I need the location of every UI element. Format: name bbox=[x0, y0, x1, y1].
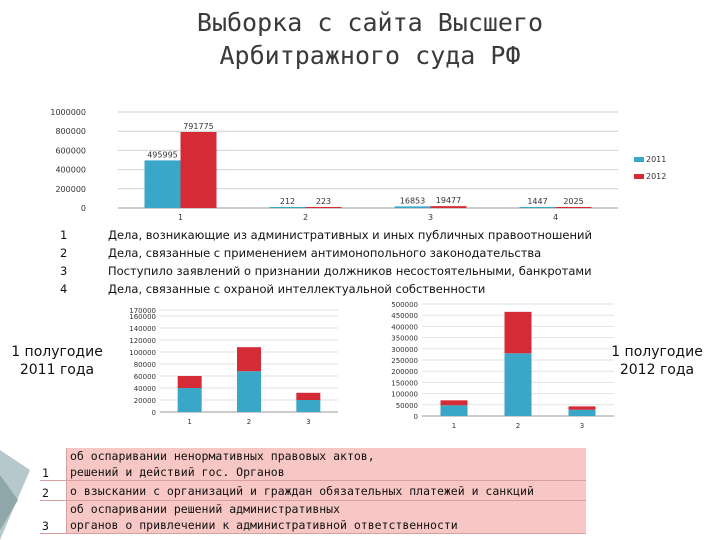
bar-red-cat-1 bbox=[441, 400, 468, 405]
x-tick-label: 1 bbox=[187, 418, 192, 426]
y-tick-label: 400000 bbox=[391, 323, 418, 332]
y-tick-label: 20000 bbox=[133, 397, 156, 405]
data-label: 19477 bbox=[435, 196, 462, 206]
half-2012-line-2: 2012 года bbox=[619, 362, 695, 378]
bar-2012-cat-2 bbox=[306, 207, 342, 208]
row-number: 1 bbox=[40, 448, 66, 480]
y-tick-label: 0 bbox=[80, 204, 86, 213]
legend-label: 2011 bbox=[646, 155, 667, 164]
category-legend bbox=[60, 226, 592, 298]
y-tick-label: 100000 bbox=[391, 390, 418, 399]
legend-swatch bbox=[634, 157, 644, 162]
y-tick-label: 150000 bbox=[391, 379, 418, 388]
category-num: 2 bbox=[60, 246, 68, 260]
bar-2011-cat-4 bbox=[520, 207, 556, 208]
category-text: Поступило заявлений о признании должников несостоятельными, банкротами bbox=[108, 264, 592, 278]
row-number: 3 bbox=[40, 501, 66, 533]
bar-blue-cat-1 bbox=[178, 388, 202, 412]
x-tick-label: 1 bbox=[451, 422, 457, 430]
y-tick-label: 350000 bbox=[391, 334, 418, 343]
data-label: 212 bbox=[279, 197, 296, 206]
data-label: 2025 bbox=[563, 197, 584, 206]
bar-2011-cat-1 bbox=[145, 160, 181, 208]
category-num: 4 bbox=[60, 282, 68, 296]
row-text: о взыскании с организаций и граждан обязательных платежей и санкций bbox=[70, 484, 534, 498]
y-tick-label: 200000 bbox=[55, 184, 86, 194]
categories-table bbox=[40, 448, 586, 534]
bar-red-cat-1 bbox=[178, 376, 202, 388]
y-tick-label: 0 bbox=[413, 413, 418, 421]
bar-red-cat-3 bbox=[296, 393, 320, 400]
bar-blue-cat-3 bbox=[569, 410, 596, 416]
row-number: 2 bbox=[40, 481, 66, 500]
x-tick-label: 3 bbox=[306, 418, 311, 426]
x-tick-label: 4 bbox=[552, 213, 559, 222]
y-tick-label: 300000 bbox=[391, 345, 418, 354]
bar-red-cat-2 bbox=[505, 312, 532, 353]
half-2012-line-1: 1 полугодие bbox=[611, 344, 703, 360]
half-2011-line-2: 2011 года bbox=[19, 362, 95, 378]
y-tick-label: 800000 bbox=[55, 127, 86, 137]
x-tick-label: 3 bbox=[579, 422, 585, 430]
bar-2012-cat-1 bbox=[181, 132, 217, 208]
y-tick-label: 250000 bbox=[391, 357, 418, 365]
x-tick-label: 1 bbox=[177, 213, 184, 222]
y-tick-label: 80000 bbox=[133, 361, 156, 369]
table-row bbox=[40, 501, 586, 534]
half-2011-line-1: 1 полугодие bbox=[11, 344, 103, 360]
chart-2012 bbox=[372, 296, 622, 440]
row-text: об оспаривании ненормативных правовых актов, bbox=[70, 449, 375, 463]
y-tick-label: 400000 bbox=[55, 165, 86, 175]
y-tick-label: 1000000 bbox=[50, 108, 86, 117]
category-legend-row bbox=[60, 244, 592, 262]
y-tick-label: 160000 bbox=[129, 313, 156, 321]
data-label: 223 bbox=[315, 197, 332, 206]
chart-2011 bbox=[108, 300, 348, 440]
y-tick-label: 200000 bbox=[391, 368, 418, 377]
y-tick-label: 40000 bbox=[133, 385, 156, 393]
y-tick-label: 170000 bbox=[129, 307, 156, 315]
category-num: 3 bbox=[60, 264, 68, 278]
table-row bbox=[40, 481, 586, 501]
y-tick-label: 50000 bbox=[395, 401, 418, 410]
y-tick-label: 500000 bbox=[391, 301, 418, 309]
category-legend-row bbox=[60, 262, 592, 280]
bar-2011-cat-3 bbox=[395, 206, 431, 208]
category-legend-row bbox=[60, 226, 592, 244]
y-tick-label: 100000 bbox=[129, 349, 156, 357]
category-text: Дела, связанные с применением антимонопольного законодательства bbox=[108, 246, 542, 260]
title-line-2: Арбитражного суда РФ bbox=[219, 41, 521, 70]
x-tick-label: 2 bbox=[302, 213, 309, 222]
decorative-corner bbox=[0, 440, 30, 540]
bar-blue-cat-2 bbox=[505, 353, 532, 416]
y-tick-label: 120000 bbox=[129, 337, 156, 345]
data-label: 16853 bbox=[399, 196, 426, 206]
half-2011-label bbox=[2, 343, 112, 379]
legend-swatch bbox=[634, 174, 644, 179]
bar-red-cat-2 bbox=[237, 347, 261, 371]
x-tick-label: 3 bbox=[427, 213, 434, 222]
bar-2012-cat-4 bbox=[556, 207, 592, 208]
bar-2012-cat-3 bbox=[431, 206, 467, 208]
bar-blue-cat-2 bbox=[237, 371, 261, 412]
data-label: 791775 bbox=[183, 121, 214, 131]
data-label: 495995 bbox=[147, 150, 178, 160]
category-text: Дела, связанные с охраной интеллектуальной собственности bbox=[108, 282, 486, 296]
y-tick-label: 450000 bbox=[391, 312, 418, 321]
data-label: 1447 bbox=[527, 197, 548, 206]
category-num: 1 bbox=[60, 228, 68, 242]
page-title bbox=[150, 6, 590, 72]
table-row bbox=[40, 448, 586, 481]
x-tick-label: 2 bbox=[515, 422, 521, 430]
x-tick-label: 2 bbox=[246, 418, 252, 426]
bar-2011-cat-2 bbox=[270, 207, 306, 208]
bar-blue-cat-1 bbox=[441, 405, 468, 416]
bar-blue-cat-3 bbox=[296, 400, 320, 412]
y-tick-label: 60000 bbox=[133, 373, 156, 381]
row-text: об оспаривании решений административных bbox=[70, 502, 341, 516]
y-tick-label: 140000 bbox=[129, 325, 156, 333]
main-bar-chart bbox=[0, 100, 720, 230]
y-tick-label: 600000 bbox=[55, 146, 86, 156]
bar-red-cat-3 bbox=[569, 406, 596, 409]
row-text: решений и действий гос. Органов bbox=[70, 465, 285, 479]
y-tick-label: 0 bbox=[151, 409, 156, 417]
legend-label: 2012 bbox=[646, 172, 667, 181]
category-text: Дела, возникающие из административных и иных публичных правоотношений bbox=[108, 228, 592, 242]
row-text: органов о привлечении к административной ответственности bbox=[70, 518, 458, 532]
title-line-1: Выборка с сайта Высшего bbox=[196, 8, 544, 37]
